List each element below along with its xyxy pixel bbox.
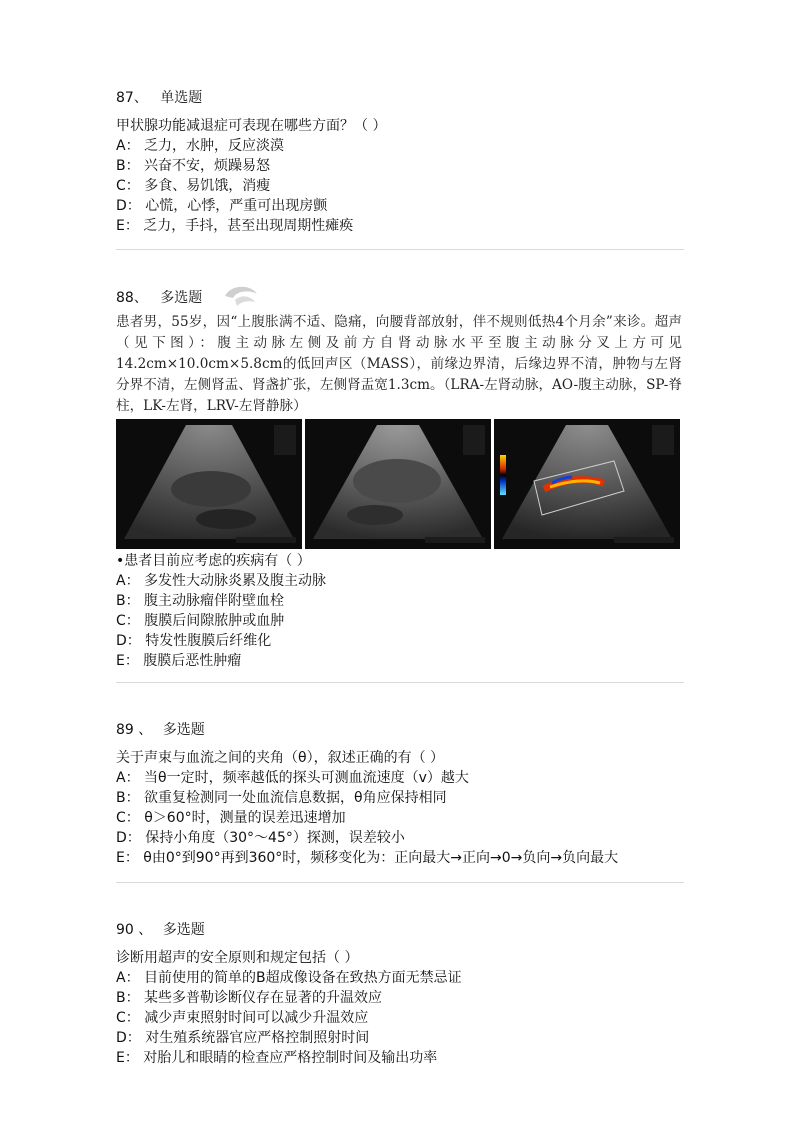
divider <box>116 682 684 683</box>
question-89 <box>116 720 684 868</box>
question-87 <box>116 88 684 236</box>
divider <box>116 249 684 250</box>
option-d[interactable]: D： 对生殖系统器官应严格控制照射时间 <box>116 1030 370 1046</box>
question-header <box>116 920 684 940</box>
question-type: 多选题 <box>160 290 203 306</box>
question-number: 90 、 <box>116 922 153 938</box>
question-88 <box>116 288 684 671</box>
option-d[interactable]: D： 保持小角度（30°～45°）探测，误差较小 <box>116 830 405 846</box>
ultrasound-image-row <box>116 419 682 549</box>
option-a[interactable]: A： 乏力，水肿，反应淡漠 <box>116 138 285 154</box>
question-stem: 关于声束与血流之间的夹角（θ），叙述正确的有（ ） <box>116 750 445 766</box>
option-a[interactable]: A： 多发性大动脉炎累及腹主动脉 <box>116 573 327 589</box>
option-c[interactable]: C： 腹膜后间隙脓肿或血肿 <box>116 613 285 629</box>
question-type: 多选题 <box>162 722 205 738</box>
question-stem: 甲状腺功能减退症可表现在哪些方面？（ ） <box>116 118 387 134</box>
option-a[interactable]: A： 目前使用的简单的B超成像设备在致热方面无禁忌证 <box>116 970 462 986</box>
option-d[interactable]: D： 特发性腹膜后纤维化 <box>116 633 272 649</box>
option-a[interactable]: A： 当θ一定时，频率越低的探头可测血流速度（v）越大 <box>116 770 469 786</box>
option-c[interactable]: C： 多食、易饥饿，消瘦 <box>116 178 271 194</box>
ultrasound-image-2 <box>305 419 491 549</box>
question-type: 多选题 <box>162 922 205 938</box>
option-e[interactable]: E： 乏力，手抖，甚至出现周期性瘫痪 <box>116 218 354 234</box>
option-b[interactable]: B： 欲重复检测同一处血流信息数据，θ角应保持相同 <box>116 790 447 806</box>
question-type: 单选题 <box>160 90 203 106</box>
option-e[interactable]: E： θ由0°到90°再到360°时，频移变化为：正向最大→正向→0→负向→负向最大 <box>116 850 619 866</box>
option-c[interactable]: C： θ＞60°时，测量的误差迅速增加 <box>116 810 346 826</box>
question-number: 89 、 <box>116 722 153 738</box>
divider <box>116 882 684 883</box>
question-header <box>116 88 684 108</box>
option-e[interactable]: E： 腹膜后恶性肿瘤 <box>116 653 242 669</box>
question-number: 88、 <box>116 290 148 306</box>
question-header <box>116 288 684 308</box>
question-90 <box>116 920 684 1068</box>
option-d[interactable]: D： 心慌，心悸，严重可出现房颤 <box>116 198 328 214</box>
option-b[interactable]: B： 兴奋不安，烦躁易怒 <box>116 158 271 174</box>
question-stem: •患者目前应考虑的疾病有（ ） <box>116 553 311 569</box>
ultrasound-image-1 <box>116 419 302 549</box>
case-description: 患者男，55岁，因“上腹胀满不适、隐痛，向腰背部放射，伴不规则低热4个月余”来诊。超声（见下图）：腹主动脉左侧及前方自肾动脉水平至腹主动脉分叉上方可见14.2cm×10.0cm×5.8cm的低回声区（MASS），前缘边界清，后缘边界不清，肿物与左肾分界不清，左侧肾盂、肾盏扩张，左侧肾盂宽1.3cm。（LRA-左肾动脉，AO-腹主动脉，SP-脊柱，LK-左肾，LRV-左肾静脉） <box>116 314 682 414</box>
option-b[interactable]: B： 腹主动脉瘤伴附壁血栓 <box>116 593 285 609</box>
ultrasound-doppler-image <box>494 419 680 549</box>
option-e[interactable]: E： 对胎儿和眼睛的检查应严格控制时间及输出功率 <box>116 1050 438 1066</box>
option-c[interactable]: C： 减少声束照射时间可以减少升温效应 <box>116 1010 369 1026</box>
question-number: 87、 <box>116 90 148 106</box>
question-stem: 诊断用超声的安全原则和规定包括（ ） <box>116 950 359 966</box>
option-b[interactable]: B： 某些多普勒诊断仪存在显著的升温效应 <box>116 990 383 1006</box>
watermark-swirl-icon <box>221 282 261 308</box>
question-header <box>116 720 684 740</box>
